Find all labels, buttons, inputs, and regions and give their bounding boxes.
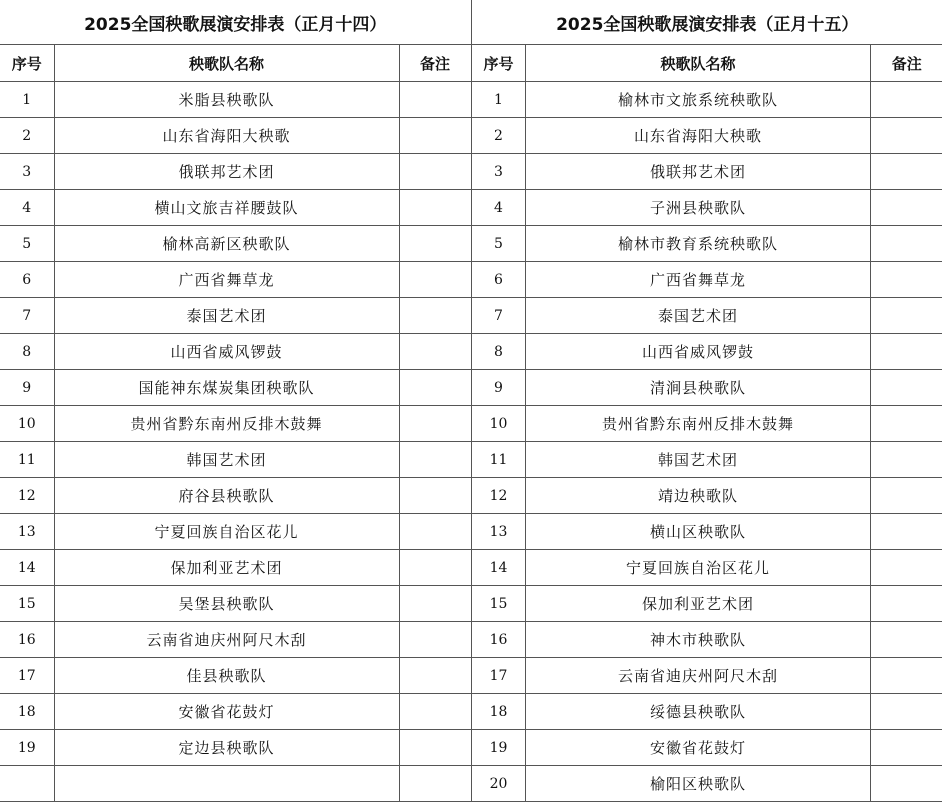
row-remark	[399, 118, 471, 154]
team-name: 府谷县秧歌队	[54, 478, 399, 514]
row-remark	[871, 550, 942, 586]
table-row	[0, 262, 471, 298]
row-number: 3	[0, 154, 54, 190]
row-remark	[399, 262, 471, 298]
team-name	[54, 766, 399, 802]
team-name: 韩国艺术团	[526, 442, 871, 478]
team-name: 云南省迪庆州阿尺木刮	[54, 622, 399, 658]
row-remark	[871, 262, 942, 298]
row-number: 7	[472, 298, 526, 334]
table-row	[0, 154, 471, 190]
team-name: 山西省威风锣鼓	[526, 334, 871, 370]
table-row	[472, 118, 942, 154]
row-number: 8	[472, 334, 526, 370]
table-row	[472, 514, 942, 550]
row-number: 17	[472, 658, 526, 694]
table-row	[472, 550, 942, 586]
table-row	[472, 334, 942, 370]
team-name: 韩国艺术团	[54, 442, 399, 478]
row-number: 7	[0, 298, 54, 334]
row-number: 2	[472, 118, 526, 154]
row-remark	[871, 154, 942, 190]
table-row	[0, 82, 471, 118]
column-header-name: 秧歌队名称	[54, 45, 399, 82]
table-title: 2025全国秧歌展演安排表（正月十五）	[472, 0, 942, 45]
table-row	[0, 478, 471, 514]
row-number: 5	[472, 226, 526, 262]
row-number: 9	[472, 370, 526, 406]
team-name: 绥德县秧歌队	[526, 694, 871, 730]
row-number: 1	[472, 82, 526, 118]
team-name: 横山区秧歌队	[526, 514, 871, 550]
table-row	[0, 730, 471, 766]
row-number: 11	[472, 442, 526, 478]
table-row	[472, 586, 942, 622]
column-header-remark: 备注	[871, 45, 942, 82]
team-name: 国能神东煤炭集团秧歌队	[54, 370, 399, 406]
team-name: 宁夏回族自治区花儿	[526, 550, 871, 586]
row-number: 4	[0, 190, 54, 226]
row-remark	[399, 226, 471, 262]
table-row	[472, 226, 942, 262]
row-number: 4	[472, 190, 526, 226]
row-number: 12	[0, 478, 54, 514]
row-number: 13	[0, 514, 54, 550]
row-remark	[399, 370, 471, 406]
row-number: 18	[472, 694, 526, 730]
team-name: 定边县秧歌队	[54, 730, 399, 766]
row-number	[0, 766, 54, 802]
table-row	[0, 118, 471, 154]
team-name: 云南省迪庆州阿尺木刮	[526, 658, 871, 694]
row-remark	[399, 190, 471, 226]
table-row	[472, 82, 942, 118]
row-remark	[399, 766, 471, 802]
column-header-name: 秧歌队名称	[526, 45, 871, 82]
team-name: 吴堡县秧歌队	[54, 586, 399, 622]
row-number: 6	[0, 262, 54, 298]
row-remark	[399, 478, 471, 514]
row-number: 13	[472, 514, 526, 550]
table-row	[0, 514, 471, 550]
row-remark	[871, 118, 942, 154]
table-row	[472, 370, 942, 406]
table-row	[0, 442, 471, 478]
table-row	[0, 226, 471, 262]
table-row	[0, 550, 471, 586]
team-name: 宁夏回族自治区花儿	[54, 514, 399, 550]
row-number: 19	[0, 730, 54, 766]
row-remark	[871, 730, 942, 766]
row-number: 10	[472, 406, 526, 442]
row-remark	[399, 82, 471, 118]
row-remark	[871, 658, 942, 694]
team-name: 清涧县秧歌队	[526, 370, 871, 406]
row-remark	[399, 442, 471, 478]
row-remark	[871, 370, 942, 406]
column-header-no: 序号	[472, 45, 526, 82]
row-number: 10	[0, 406, 54, 442]
team-name: 安徽省花鼓灯	[526, 730, 871, 766]
row-number: 19	[472, 730, 526, 766]
table-row	[472, 658, 942, 694]
row-remark	[399, 406, 471, 442]
table-row	[472, 622, 942, 658]
team-name: 广西省舞草龙	[54, 262, 399, 298]
table-row	[0, 370, 471, 406]
row-number: 2	[0, 118, 54, 154]
team-name: 神木市秧歌队	[526, 622, 871, 658]
row-remark	[399, 730, 471, 766]
table-row	[472, 478, 942, 514]
team-name: 保加利亚艺术团	[54, 550, 399, 586]
team-name: 佳县秧歌队	[54, 658, 399, 694]
row-remark	[399, 154, 471, 190]
row-remark	[871, 694, 942, 730]
team-name: 贵州省黔东南州反排木鼓舞	[54, 406, 399, 442]
schedule-table-day15	[471, 0, 942, 802]
team-name: 山西省威风锣鼓	[54, 334, 399, 370]
team-name: 横山文旅吉祥腰鼓队	[54, 190, 399, 226]
row-number: 17	[0, 658, 54, 694]
row-remark	[871, 334, 942, 370]
row-number: 5	[0, 226, 54, 262]
team-name: 榆林市教育系统秧歌队	[526, 226, 871, 262]
table-row	[0, 622, 471, 658]
row-remark	[399, 298, 471, 334]
row-remark	[871, 586, 942, 622]
team-name: 靖边秧歌队	[526, 478, 871, 514]
table-row	[0, 694, 471, 730]
row-remark	[399, 334, 471, 370]
row-remark	[871, 406, 942, 442]
team-name: 俄联邦艺术团	[54, 154, 399, 190]
row-number: 15	[472, 586, 526, 622]
row-remark	[871, 298, 942, 334]
team-name: 泰国艺术团	[54, 298, 399, 334]
row-number: 16	[0, 622, 54, 658]
table-row	[472, 262, 942, 298]
row-number: 16	[472, 622, 526, 658]
row-number: 8	[0, 334, 54, 370]
row-remark	[399, 694, 471, 730]
table-row	[472, 154, 942, 190]
table-row	[0, 406, 471, 442]
row-number: 15	[0, 586, 54, 622]
team-name: 俄联邦艺术团	[526, 154, 871, 190]
team-name: 贵州省黔东南州反排木鼓舞	[526, 406, 871, 442]
table-row	[0, 766, 471, 802]
team-name: 榆林市文旅系统秧歌队	[526, 82, 871, 118]
row-remark	[399, 514, 471, 550]
team-name: 米脂县秧歌队	[54, 82, 399, 118]
table-row	[472, 730, 942, 766]
row-remark	[399, 586, 471, 622]
row-number: 12	[472, 478, 526, 514]
column-header-remark: 备注	[399, 45, 471, 82]
table-row	[0, 190, 471, 226]
row-remark	[871, 226, 942, 262]
row-remark	[871, 766, 942, 802]
row-remark	[871, 82, 942, 118]
row-remark	[871, 478, 942, 514]
table-row	[0, 298, 471, 334]
table-row	[472, 766, 942, 802]
table-row	[472, 298, 942, 334]
table-row	[472, 694, 942, 730]
row-number: 20	[472, 766, 526, 802]
table-row	[0, 586, 471, 622]
row-number: 3	[472, 154, 526, 190]
team-name: 山东省海阳大秧歌	[54, 118, 399, 154]
row-remark	[871, 190, 942, 226]
team-name: 山东省海阳大秧歌	[526, 118, 871, 154]
row-remark	[399, 658, 471, 694]
table-row	[472, 190, 942, 226]
row-remark	[871, 442, 942, 478]
team-name: 榆林高新区秧歌队	[54, 226, 399, 262]
team-name: 榆阳区秧歌队	[526, 766, 871, 802]
row-number: 11	[0, 442, 54, 478]
row-remark	[399, 622, 471, 658]
row-number: 9	[0, 370, 54, 406]
table-row	[472, 442, 942, 478]
row-number: 18	[0, 694, 54, 730]
table-row	[472, 406, 942, 442]
team-name: 保加利亚艺术团	[526, 586, 871, 622]
row-number: 14	[472, 550, 526, 586]
row-remark	[399, 550, 471, 586]
table-row	[0, 334, 471, 370]
team-name: 子洲县秧歌队	[526, 190, 871, 226]
table-row	[0, 658, 471, 694]
team-name: 泰国艺术团	[526, 298, 871, 334]
column-header-no: 序号	[0, 45, 54, 82]
row-number: 6	[472, 262, 526, 298]
row-number: 14	[0, 550, 54, 586]
team-name: 安徽省花鼓灯	[54, 694, 399, 730]
team-name: 广西省舞草龙	[526, 262, 871, 298]
table-title: 2025全国秧歌展演安排表（正月十四）	[0, 0, 471, 45]
row-number: 1	[0, 82, 54, 118]
row-remark	[871, 514, 942, 550]
row-remark	[871, 622, 942, 658]
